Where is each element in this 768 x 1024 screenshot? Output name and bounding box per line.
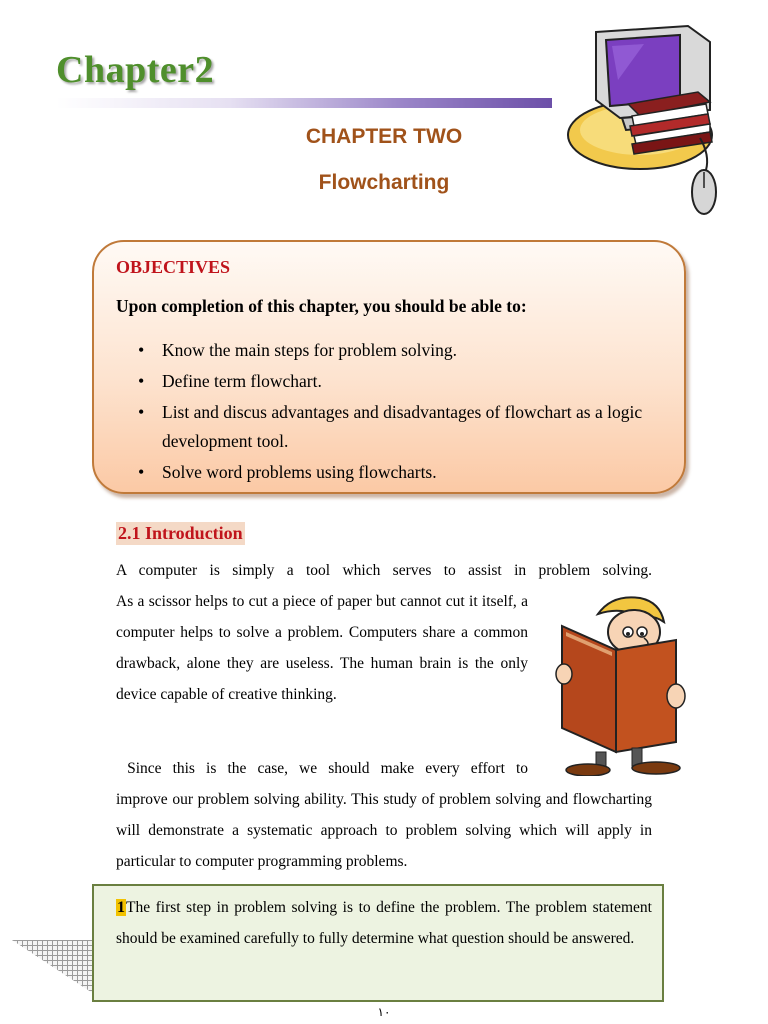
objective-item: • List and discus advantages and disadvantages of flowchart as a logic development tool. <box>136 398 666 456</box>
intro-paragraph-line: Since this is the case, we should make every effort to <box>116 760 528 777</box>
header-rule <box>56 98 552 108</box>
chapter-subtitle: CHAPTER TWO <box>305 125 463 148</box>
chapter-topic: Flowcharting <box>318 171 450 194</box>
step-text <box>116 892 652 954</box>
intro-paragraph-line: A computer is simply a tool which serves to assist in problem solving. <box>116 562 652 579</box>
grid-decoration <box>12 940 94 994</box>
chapter-heading: Chapter2 <box>56 49 215 91</box>
objective-item: • Know the main steps for problem solving. <box>136 336 666 365</box>
person-reading-book-icon <box>552 592 686 776</box>
objective-item: • Solve word problems using flowcharts. <box>136 458 666 487</box>
step-number-badge: 1 <box>117 899 125 916</box>
intro-paragraph: As a scissor helps to cut a piece of paper but cannot cut it itself, a computer helps to solve a problem. Computers share a common drawback, alone they are useless. The human brain is the only device capable of creative thinking. <box>116 593 528 703</box>
step-description: The first step in problem solving is to define the problem. The problem statement should be examined carefully to fully determine what question should be answered. <box>116 899 652 947</box>
page-number: ١٠ <box>377 1005 391 1019</box>
intro-paragraph: improve our problem solving ability. This study of problem solving and flowcharting will demonstrate a systematic approach to problem solving which will apply in particular to computer programming problems. <box>116 791 652 870</box>
objectives-intro: Upon completion of this chapter, you should be able to: <box>116 296 527 316</box>
objectives-list <box>136 336 666 489</box>
section-heading: 2.1 Introduction <box>118 523 243 543</box>
objectives-heading: OBJECTIVES <box>116 257 231 277</box>
objective-item: • Define term flowchart. <box>136 367 666 396</box>
computer-with-books-icon <box>560 20 736 220</box>
